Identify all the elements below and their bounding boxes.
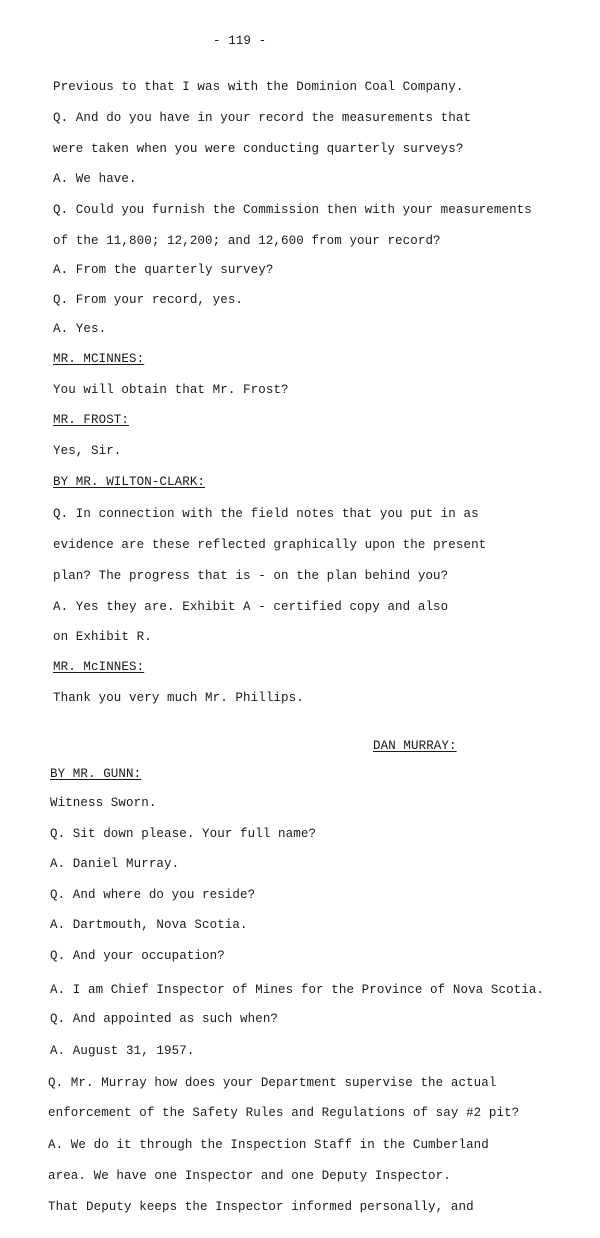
transcript-line: A. Dartmouth, Nova Scotia. — [50, 918, 248, 932]
transcript-line: evidence are these reflected graphically upon the present — [53, 538, 487, 552]
transcript-line: plan? The progress that is - on the plan behind you? — [53, 569, 449, 583]
transcript-line: A. I am Chief Inspector of Mines for the Province of Nova Scotia. — [50, 983, 545, 997]
speaker-heading: MR. FROST: — [53, 413, 130, 427]
transcript-line: That Deputy keeps the Inspector informed personally, and — [48, 1200, 474, 1214]
transcript-line: Q. In connection with the field notes that you put in as — [53, 507, 479, 521]
transcript-line: A. From the quarterly survey? — [53, 263, 274, 277]
transcript-line: Q. And do you have in your record the measurements that — [53, 111, 472, 125]
transcript-line: A. August 31, 1957. — [50, 1044, 195, 1058]
transcript-line: Witness Sworn. — [50, 796, 157, 810]
transcript-line: Q. Mr. Murray how does your Department supervise the actual — [48, 1076, 497, 1090]
transcript-line: A. We have. — [53, 172, 137, 186]
transcript-line: on Exhibit R. — [53, 630, 152, 644]
transcript-line: Q. And appointed as such when? — [50, 1012, 279, 1026]
speaker-heading: MR. MCINNES: — [53, 352, 145, 366]
transcript-line: Q. Could you furnish the Commission then with your measurements — [53, 203, 532, 217]
transcript-line: You will obtain that Mr. Frost? — [53, 383, 289, 397]
page-number: - 119 - — [213, 34, 267, 48]
transcript-line: Q. And where do you reside? — [50, 888, 256, 902]
transcript-line: enforcement of the Safety Rules and Regulations of say #2 pit? — [48, 1106, 520, 1120]
speaker-heading: BY MR. WILTON-CLARK: — [53, 475, 206, 489]
speaker-heading: MR. McINNES: — [53, 660, 145, 674]
transcript-line: Q. Sit down please. Your full name? — [50, 827, 317, 841]
transcript-line: A. Yes. — [53, 322, 107, 336]
transcript-line: Q. From your record, yes. — [53, 293, 244, 307]
transcript-line: area. We have one Inspector and one Deputy Inspector. — [48, 1169, 451, 1183]
transcript-line: A. Yes they are. Exhibit A - certified copy and also — [53, 600, 449, 614]
witness-heading: DAN MURRAY: — [373, 739, 457, 753]
transcript-line: of the 11,800; 12,200; and 12,600 from your record? — [53, 234, 441, 248]
transcript-line: Thank you very much Mr. Phillips. — [53, 691, 304, 705]
transcript-line: Q. And your occupation? — [50, 949, 225, 963]
transcript-line: Previous to that I was with the Dominion Coal Company. — [53, 80, 464, 94]
transcript-line: were taken when you were conducting quarterly surveys? — [53, 142, 464, 156]
transcript-line: A. Daniel Murray. — [50, 857, 180, 871]
transcript-line: A. We do it through the Inspection Staff in the Cumberland — [48, 1138, 489, 1152]
transcript-line: Yes, Sir. — [53, 444, 122, 458]
speaker-heading: BY MR. GUNN: — [50, 767, 142, 781]
